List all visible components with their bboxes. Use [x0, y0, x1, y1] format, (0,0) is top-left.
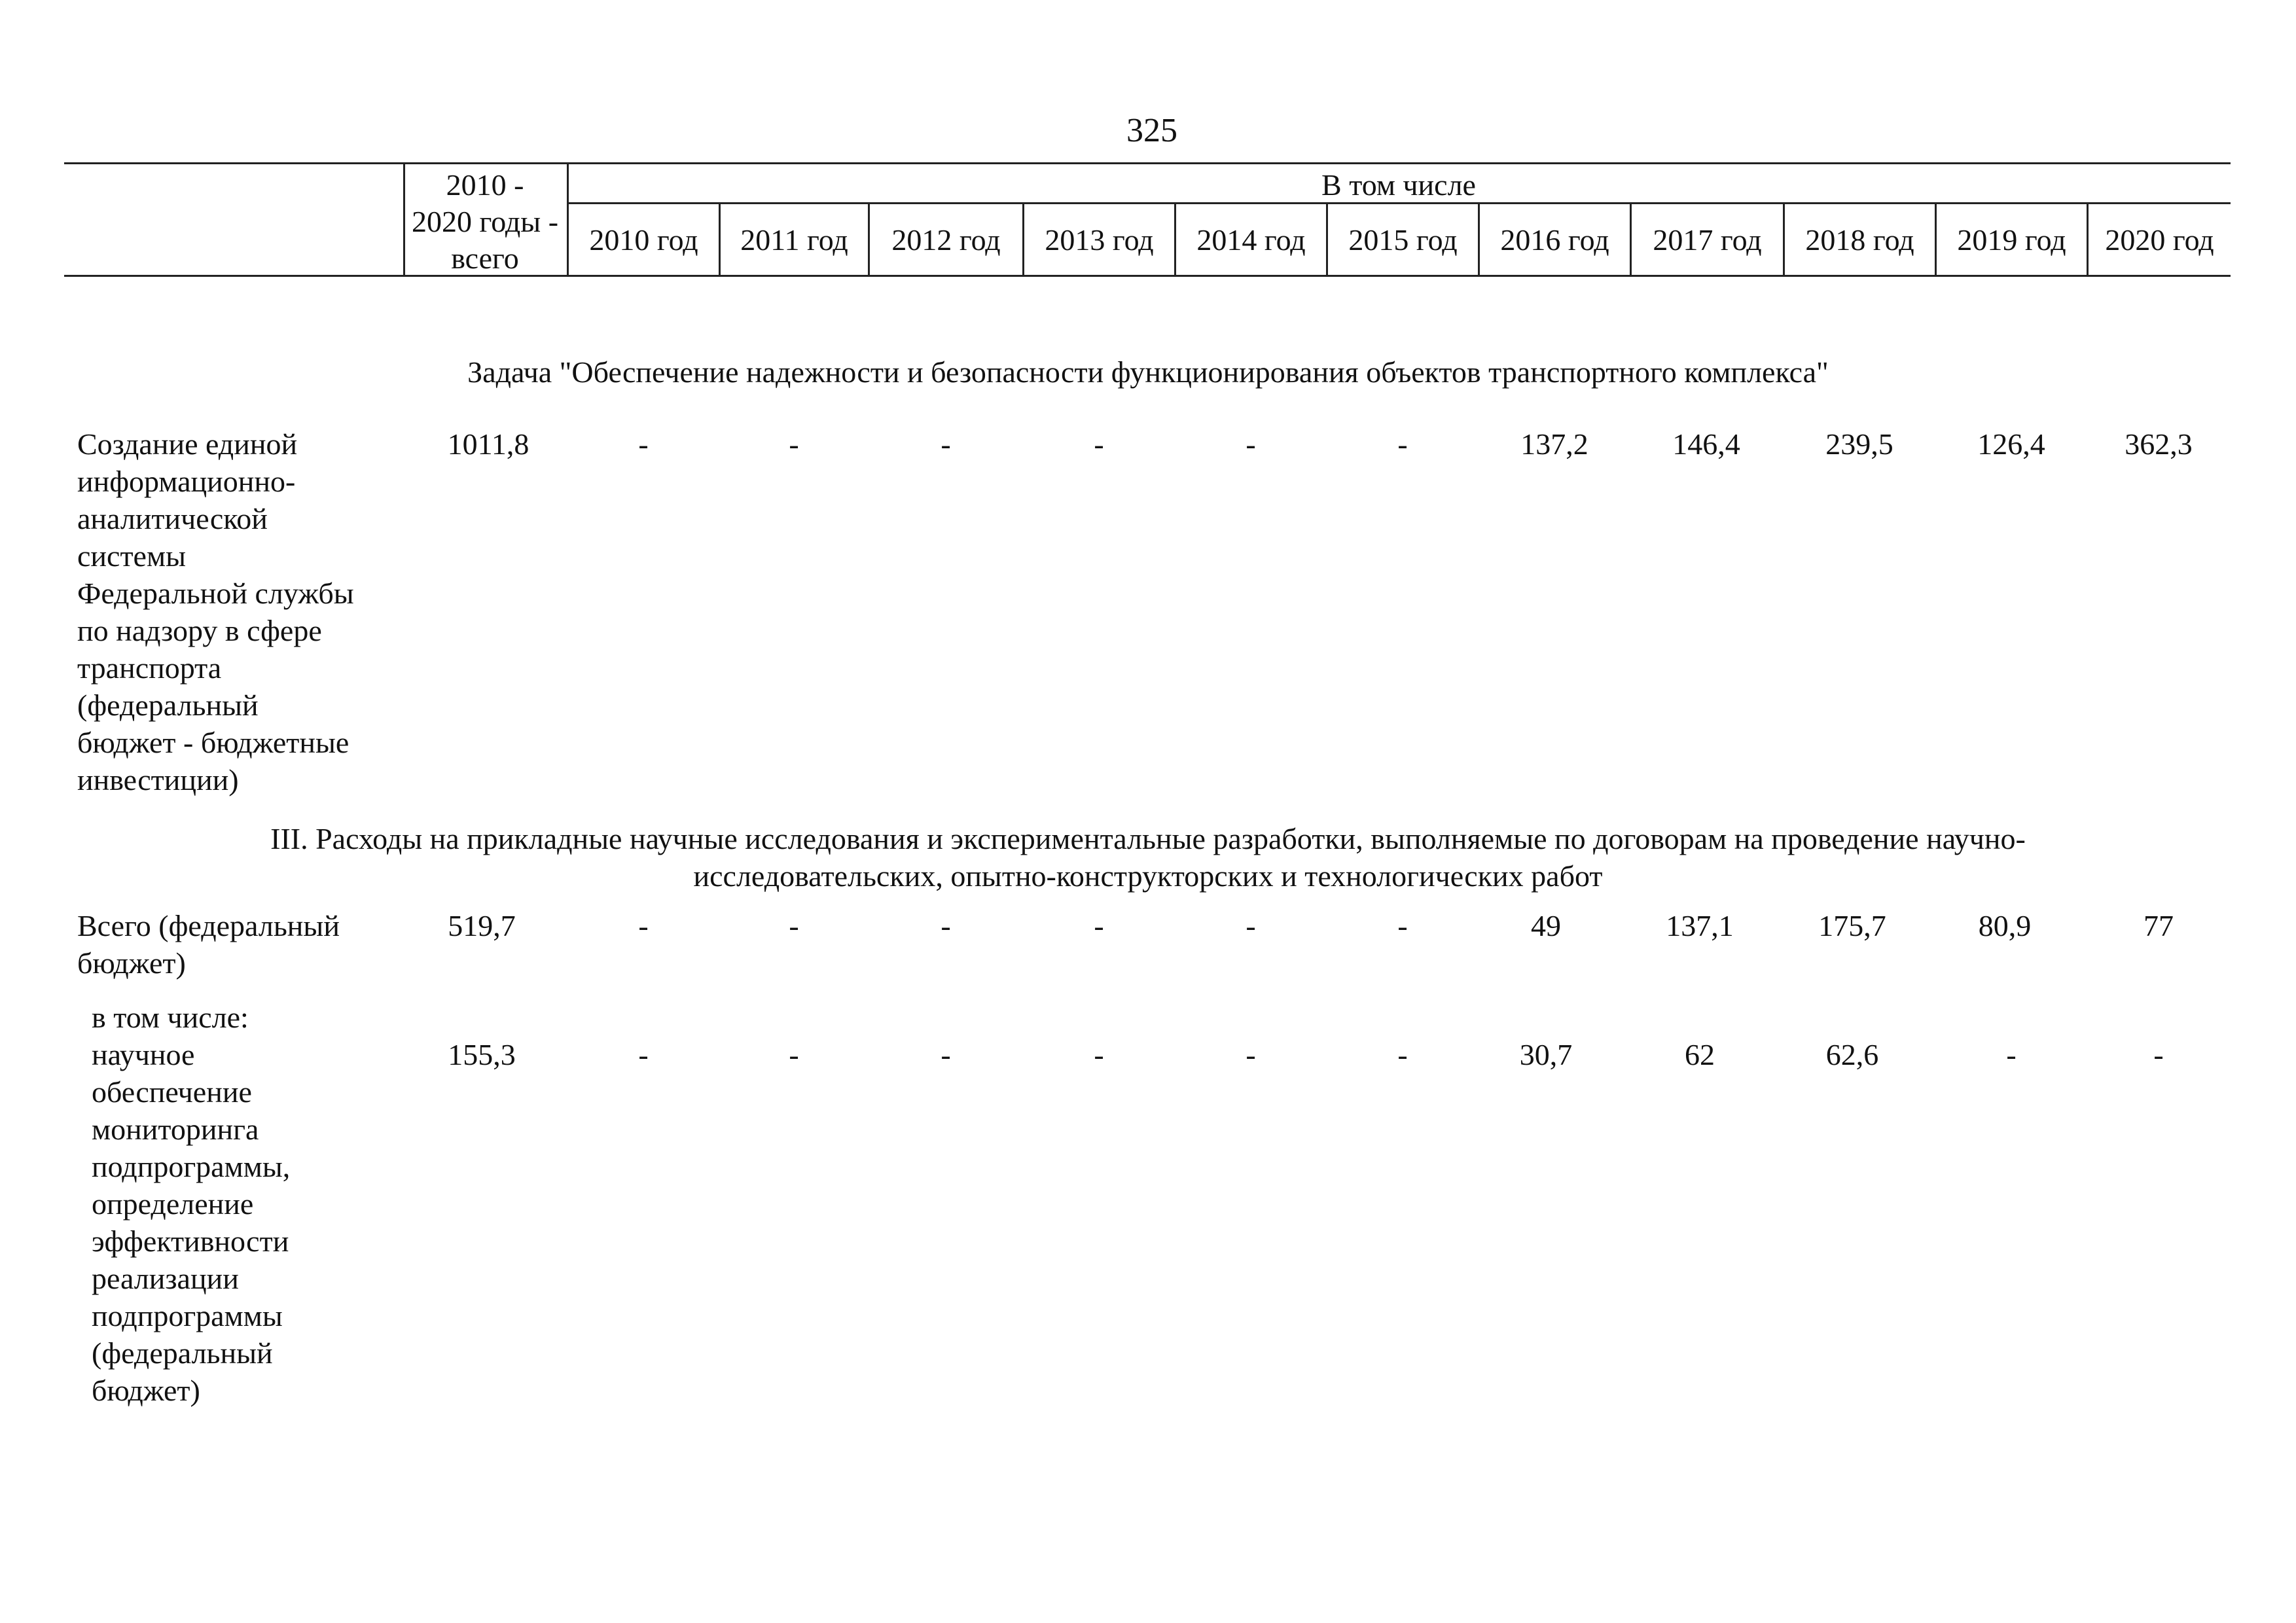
header-group-label: В том числе: [1321, 168, 1476, 202]
section-part3-heading-line-2: исследовательских, опытно-конструкторских и технологических работ: [693, 859, 1603, 893]
row-1-value-2019: 126,4: [1977, 427, 2045, 461]
row-1-value-2015: -: [1397, 427, 1408, 461]
row-1-label: Создание единой информационно- аналитической системы Федеральной службы по надзору в сфере транспорта (федеральный бюджет - бюджетные инвестиции): [77, 427, 354, 796]
row-3-value-2011: -: [789, 1038, 799, 1071]
row-3-value-2020: -: [2153, 1038, 2164, 1071]
header-year-2010: 2010 год: [589, 223, 698, 257]
header-total-line-1: 2010 -: [446, 168, 524, 202]
row-3-value-2018: 62,6: [1825, 1038, 1879, 1071]
header-year-2014: 2014 год: [1196, 223, 1306, 257]
row-2-value-2019: 80,9: [1978, 909, 2032, 942]
row-2-value-2012: -: [941, 909, 951, 942]
header-year-2017: 2017 год: [1653, 223, 1762, 257]
header-year-2011: 2011 год: [740, 223, 848, 257]
header-bottom-rule: [64, 275, 2231, 277]
row-2-value-2015: -: [1397, 909, 1408, 942]
row-1-value-2017: 146,4: [1672, 427, 1740, 461]
row-3-value-2015: -: [1397, 1038, 1408, 1071]
row-3-value-2016: 30,7: [1519, 1038, 1573, 1071]
header-total-line-3: всего: [451, 241, 519, 275]
row-1-value-2016: 137,2: [1520, 427, 1588, 461]
page-number: 325: [1126, 112, 1177, 149]
header-year-2013: 2013 год: [1045, 223, 1154, 257]
row-1-total: 1011,8: [447, 427, 529, 461]
row-1-value-2020: 362,3: [2125, 427, 2193, 461]
section-part3-heading-line-1: III. Расходы на прикладные научные исследования и экспериментальные разработки, выполняемые по договорам на проведение научно-: [270, 822, 2026, 855]
row-2-value-2014: -: [1246, 909, 1256, 942]
row-3-value-2019: -: [2006, 1038, 2017, 1071]
header-total-line-2: 2020 годы -: [411, 205, 559, 238]
header-year-2018: 2018 год: [1805, 223, 1914, 257]
row-3-value-2014: -: [1246, 1038, 1256, 1071]
row-3-value-2013: -: [1094, 1038, 1104, 1071]
row-3-value-2012: -: [941, 1038, 951, 1071]
row-2-value-2010: -: [638, 909, 649, 942]
row-2-value-2017: 137,1: [1666, 909, 1734, 942]
row-3-label: научное обеспечение мониторинга подпрограммы, определение эффективности реализации подпрограммы (федеральный бюджет): [92, 1038, 291, 1407]
row-3-total: 155,3: [448, 1038, 516, 1071]
row-1-value-2010: -: [638, 427, 649, 461]
row-2-value-2011: -: [789, 909, 799, 942]
row-2-value-2016: 49: [1531, 909, 1561, 942]
row-3-value-2017: 62: [1685, 1038, 1715, 1071]
row-2-value-2020: 77: [2144, 909, 2174, 942]
header-year-2019: 2019 год: [1957, 223, 2066, 257]
row-1-value-2012: -: [941, 427, 951, 461]
row-2-value-2018: 175,7: [1818, 909, 1886, 942]
row-3-prefix: в том числе:: [92, 1001, 249, 1034]
row-1-value-2011: -: [789, 427, 799, 461]
header-top-rule: [64, 162, 2231, 164]
row-2-value-2013: -: [1094, 909, 1104, 942]
row-3-value-2010: -: [638, 1038, 649, 1071]
row-1-value-2013: -: [1094, 427, 1104, 461]
row-1-value-2014: -: [1246, 427, 1256, 461]
header-year-2020: 2020 год: [2105, 223, 2214, 257]
row-2-total: 519,7: [448, 909, 516, 942]
header-year-2016: 2016 год: [1500, 223, 1609, 257]
header-year-2012: 2012 год: [891, 223, 1001, 257]
row-1-value-2018: 239,5: [1825, 427, 1893, 461]
row-2-label: Всего (федеральный бюджет): [77, 909, 340, 980]
header-year-2015: 2015 год: [1348, 223, 1458, 257]
section-task-heading: Задача "Обеспечение надежности и безопасности функционирования объектов транспортного комплекса": [467, 355, 1829, 389]
